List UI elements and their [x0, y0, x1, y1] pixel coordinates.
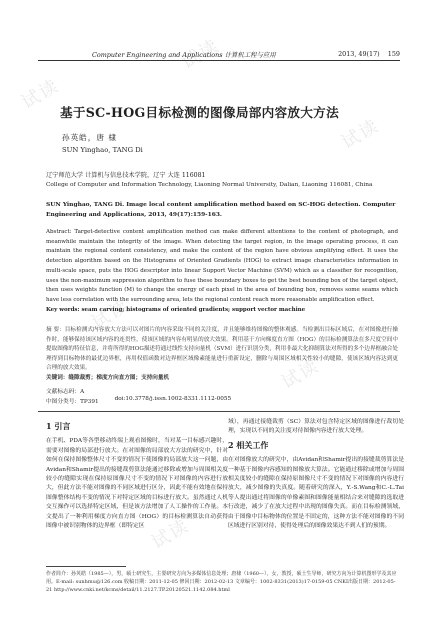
authors-english: SUN Yinghao, TANG Di: [62, 146, 143, 154]
authors-chinese: 孙英皓，唐 棣: [62, 133, 117, 142]
page-number: 159: [387, 50, 400, 58]
classification-line: [46, 396, 231, 405]
footnote: 作者简介：孙英皓（1985—），男，硕士研究生，主要研究方向为多媒体信息处理；唐棣（1960—），女，教授，硕士生导师，研究方向为计算机图形学及其应用。E-mail: sunhmu@126.com 收稿日期：2011-12-05 修回日期：2012-02-13 文章编号：1002-8331(2013)17-0159-05 CNKI出版日期：2012-05-21 http://www.cnki.net/kcms/detail/11.2127.TP.20120521.1142.084.html: [46, 571, 397, 593]
doc-code: 文献标志码：A: [46, 389, 85, 395]
section-1-heading: 1 引言: [46, 421, 71, 431]
column-2-continuation: 域），再通过接缝裁剪（SC）算法对包含特定区域的图像进行裁切处理，实现以不同的关注度对待图像内容进行放大处理。: [228, 419, 404, 435]
paper-title: 基于SC-HOG目标检测的图像局部内容放大方法: [60, 105, 339, 120]
watermark: 试读: [148, 515, 194, 554]
abstract-chinese: [46, 326, 398, 383]
section-2-heading: 2 相关工作: [228, 439, 269, 450]
clc-code: 中图分类号：TP391: [46, 399, 99, 405]
running-header: [92, 50, 400, 59]
watermark: 试读: [178, 35, 224, 74]
abstract-english-text: Abstract: Target-detective content amplification method can make different attentions to the content of photograph, and meanwhile maintain the integrity of the image. When detecting the target region, in the image operating process, it can maintain the regional content consistency, and make the content of the region have obvious amplifying effect. It uses the detection algorithm based on the Histograms of Oriented Gradients (HOG) to extract image characteristics information in multi-scale space, puts the HOG descriptor into linear Support Vector Machine (SVM) which as a classifier for recognition, uses the non-maximum suppression algorithm to fuse these boundary boxes to get the best bounding box of the target object, then uses weights function (M) to change the energy of each pixel in the area of bounding box, removes some seams which have less correlation with the surrounding area, lets the regional content reach more reasonable amplification effect.: [46, 229, 398, 303]
affiliation-english: College of Computer and Information Technology, Liaoning Normal University, Dalian, Liaoning 116081, China: [46, 182, 373, 188]
watermark: 试读: [18, 75, 64, 114]
watermark: 试读: [278, 355, 324, 394]
section-2-text: 在对图像放大的研究中，由Avidan和Shamir提出的接缝裁剪算法是一种基于图像内容感知的图像放大算法。它能通过移除或增加与周围相关度较小的缝隙在保持原图像尺寸不变的情况下对图像的内容进行放大，减少图像的失真度。随着研究的深入，Y.-S.Wang和C.-L.Tai等人提出通过将图像的单像素图和图像能量相结合来对缝隙的选取进行改进，减少了在放大过程中出现的图像失真。而在目标检测领域，由于图像中目标物体的位置是不固定的，这种方法不能对图像的不同区域进行区别对待，使得处理后的图像效果达不到人们的预期。: [228, 457, 404, 530]
journal-name: Computer Engineering and Applications 计算机工程与应用: [92, 51, 276, 59]
affiliation-chinese: 辽宁师范大学 计算机与信息技术学院，辽宁 大连 116081: [46, 172, 206, 179]
doi: doi:10.3778/j.issn.1002-8331.1112-0055: [114, 396, 232, 402]
section-rule: [38, 411, 400, 412]
body-column-right: [228, 418, 404, 531]
abstract-english: [46, 228, 398, 315]
footnote-rule: [46, 566, 126, 567]
citation: SUN Yinghao, TANG Di. Image local content amplification method based on SC-HOG detection. Computer Engineering and Applications, 2013, 49(17):159-163.: [46, 201, 396, 218]
keywords-english: Key words: seam carving; histograms of oriented gradients; support vector machine: [46, 306, 306, 313]
issue-info: 2013, 49(17): [338, 50, 380, 58]
abstract-chinese-text: 摘 要：目标检测式内容放大方法可以对图片的内容采取不同的关注度，并且能够维持图像的整体观感。当检测出目标区域后，在对图像进行操作时，能够保持该区域内容的连贯性，使该区域的内容有明显的放大效果。利用基于方向梯度直方图（HOG）的目标检测算法在多尺度空间中提取图像的特征信息，并将所得的HOG描述符通过线性支持向量机（SVM）进行识别分类，利用非最大化抑制算法对所得的多个边界框融合处理得到目标物体的最优边界框，再用权值函数对边界框区域像素能量进行重新设定，删除与周围区域相关性较小的缝隙，使该区域内容达到更合理的放大效果。: [46, 327, 398, 371]
section-1-text: 在手机、PDA等各型移动终端上观看图像时，当对某一目标感兴趣时，需要对图像的局部进行放大。在对图像的局部放大方法的研究中，针对如何在保持图像整体尺寸不变的情况下使图像的局部放大这一问题，由Avidan和Shamir提出的接缝裁剪算法能通过移除或增加与周围相关度较小的缝隙实现在保持原图像尺寸不变的情况下对图像的内容进行放大，但此方法不能对图像的不同区域进行区分，因此不能有效地在保持图像整体结构不变的情况下对特定区域的目标进行放大。虽然通过人机交互操作可以选择特定区域，但是该方法增加了人工操作的工作量。本文提出了一种利用梯度方向直方图（HOG）的目标检测算法自动获得图像中被识别物体的边界框（即特定区: [46, 438, 228, 530]
watermark: 试读: [338, 115, 384, 154]
watermark: 试读: [88, 295, 134, 334]
keywords-chinese: 关键词：缝隙裁剪；梯度方向直方图；支持向量机: [46, 374, 170, 381]
header-rule: [38, 60, 400, 61]
body-column-left: [46, 418, 228, 531]
